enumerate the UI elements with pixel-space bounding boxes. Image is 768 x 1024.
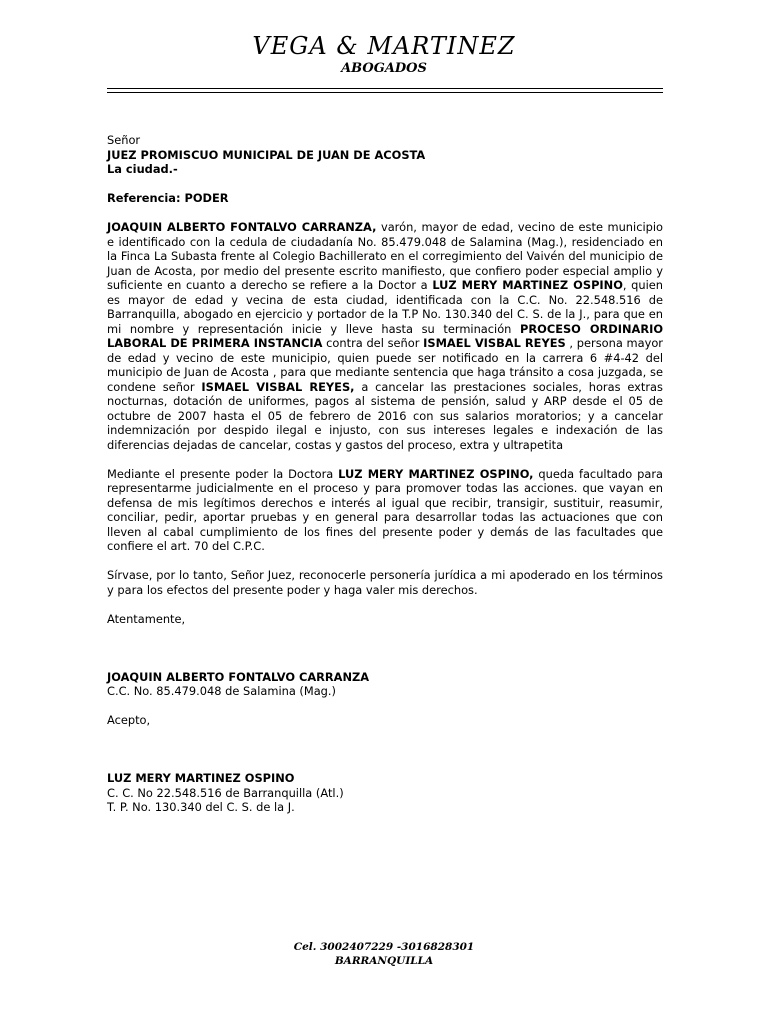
attorney-name: LUZ MERY MARTINEZ OSPINO [432,278,623,292]
signer2-id: C. C. No 22.548.516 de Barranquilla (Atl.) [107,785,344,800]
addressee-title: JUEZ PROMISCUO MUNICIPAL DE JUAN DE ACOSTA [107,147,426,162]
paragraph-3: Sírvase, por lo tanto, Señor Juez, reconocerle personería jurídica a mi apoderado en los términos y para los efectos del presente poder y haga valer mis derechos. [107,568,663,597]
header-rule-top [107,88,663,89]
defendant-name: ISMAEL VISBAL REYES [423,336,566,350]
signer2-tp: T. P. No. 130.340 del C. S. de la J. [107,800,295,814]
salutation: Señor [107,133,141,147]
signer2-name: LUZ MERY MARTINEZ OSPINO [107,771,295,785]
grantor-name: JOAQUIN ALBERTO FONTALVO CARRANZA, [107,220,377,234]
firm-name: VEGA & MARTINEZ [252,32,516,60]
reference: Referencia: PODER [107,191,229,205]
header-rule-bottom [107,92,663,93]
letter-body [107,133,663,815]
paragraph-1: JOAQUIN ALBERTO FONTALVO CARRANZA, varón, mayor de edad, vecino de este municipio e identificado con la cedula de ciudadanía No. 85.479.048 de Salamina (Mag.), residenciado en la Finca La Subasta frente al Colegio Bachillerato en el corregimiento del Vaivén del municipio de Juan de Acosta, por medio del presente escrito manifiesto, que confiero poder especial amplio y suficiente en cuanto a derecho se refiere a la Doctor a LUZ MERY MARTINEZ OSPINO, quien es mayor de edad y vecina de esta ciudad, identificada con la C.C. No. 22.548.516 de Barranquilla, abogado en ejercicio y portador de la T.P No. 130.340 del C. S. de la J., para que en mi nombre y representación inicie y lleve hasta su terminación PROCESO ORDINARIO LABORAL DE PRIMERA INSTANCIA contra del señor ISMAEL VISBAL REYES , persona mayor de edad y vecino de este municipio, quien puede ser notificado en la carrera 6 #4-42 del municipio de Juan de Acosta , para que mediante sentencia que haga tránsito a cosa juzgada, se condene señor ISMAEL VISBAL REYES, a cancelar las prestaciones sociales, horas extras nocturnas, dotación de uniformes, pagos al sistema de pensión, salud y ARP desde el 05 de octubre de 2007 hasta el 05 de febrero de 2016 con sus salarios moratorios; y a cancelar indemnización por despido ilegal e injusto, con sus intereses legales e indexación de las diferencias dejadas de cancelar, costas y gastos del proceso, extra y ultrapetita [107,220,664,452]
signer1-id: C.C. No. 85.479.048 de Salamina (Mag.) [107,684,336,698]
acceptance: Acepto, [107,713,151,727]
attorney-name-2: LUZ MERY MARTINEZ OSPINO, [338,466,534,481]
firm-subtitle: ABOGADOS [341,61,427,76]
defendant-name-2: ISMAEL VISBAL REYES, [201,379,355,394]
closing: Atentamente, [107,611,186,626]
footer [0,940,768,968]
footer-phones: Cel. 3002407229 -3016828301 [293,941,475,953]
process-name: PROCESO ORDINARIO LABORAL DE PRIMERA INSTANCIA [107,321,664,350]
footer-city: BARRANQUILLA [334,955,434,967]
paragraph-2: Mediante el presente poder la Doctora LUZ MERY MARTINEZ OSPINO, queda facultado para representarme judicialmente en el proceso y para promover todas las acciones. que vayan en defensa de mis legítimos derechos e interés al igual que recibir, transigir, sustituir, reasumir, conciliar, pedir, aportar pruebas y en general para desarrollar todas las actuaciones que con lleven al cabal cumplimiento de los fines del presente poder y demás de las facultades que confiere el art. 70 del C.P.C. [107,466,663,553]
signer1-name: JOAQUIN ALBERTO FONTALVO CARRANZA [107,669,370,684]
addressee-city: La ciudad.- [107,162,178,176]
